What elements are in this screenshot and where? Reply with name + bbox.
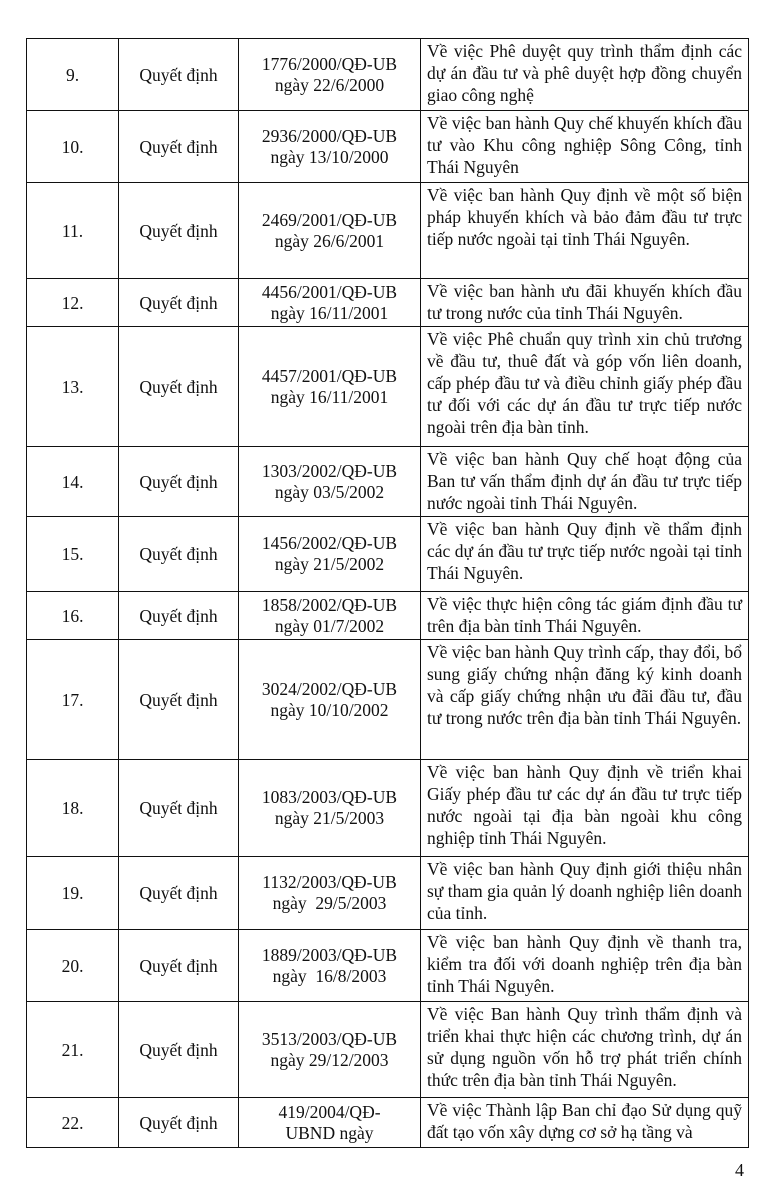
document-code-cell (239, 183, 421, 279)
table-row (27, 183, 749, 279)
table-row (27, 760, 749, 857)
document-number: 2469/2001/QĐ-UB (261, 209, 398, 230)
document-number: 3024/2002/QĐ-UB (261, 678, 398, 699)
table-row (27, 592, 749, 640)
row-number: 22. (27, 1098, 119, 1148)
document-code-cell (239, 327, 421, 447)
document-date: UBND ngày (285, 1122, 374, 1143)
document-type: Quyết định (119, 1002, 239, 1098)
document-number: 1083/2003/QĐ-UB (261, 787, 398, 807)
document-number: 1776/2000/QĐ-UB (261, 53, 398, 74)
row-number: 20. (27, 930, 119, 1002)
document-description: Về việc ban hành Quy chế hoạt động của Ban tư vấn thẩm định dự án đầu tư trực tiếp nước ngoài tỉnh Thái Nguyên. (421, 447, 749, 517)
page-number: 4 (735, 1160, 744, 1180)
row-number: 21. (27, 1002, 119, 1098)
document-description: Về việc ban hành Quy định về triển khai Giấy phép đầu tư các dự án đầu tư trực tiếp nước ngoài tại địa bàn ngoài khu công nghiệp tỉnh Thái Nguyên. (421, 760, 749, 857)
document-description: Về việc ban hành Quy định về thẩm định các dự án đầu tư trực tiếp nước ngoài tại tỉnh Thái Nguyên. (421, 517, 749, 592)
document-date: ngày 22/6/2000 (274, 74, 385, 95)
document-code-cell (239, 517, 421, 592)
row-number: 13. (27, 327, 119, 447)
document-date: ngày 13/10/2000 (270, 146, 389, 167)
row-number: 18. (27, 760, 119, 857)
document-date: ngày 16/11/2001 (270, 386, 389, 407)
table-row (27, 930, 749, 1002)
document-code-cell (239, 760, 421, 857)
table-row (27, 39, 749, 111)
table-body (27, 39, 749, 1148)
document-date: ngày 16/11/2001 (270, 302, 389, 323)
table-row (27, 857, 749, 930)
row-number: 14. (27, 447, 119, 517)
document-type: Quyết định (119, 760, 239, 857)
document-description: Về việc ban hành Quy chế khuyến khích đầu tư vào Khu công nghiệp Sông Công, tỉnh Thái Nguyên (421, 111, 749, 183)
document-date: ngày 10/10/2002 (270, 699, 389, 720)
document-description: Về việc Phê duyệt quy trình thẩm định các dự án đầu tư và phê duyệt hợp đồng chuyển giao công nghệ (421, 39, 749, 111)
document-number: 419/2004/QĐ- (278, 1101, 381, 1122)
table-row (27, 327, 749, 447)
document-type: Quyết định (119, 857, 239, 930)
document-code-cell (239, 111, 421, 183)
document-number: 1858/2002/QĐ-UB (261, 594, 398, 615)
document-number: 1889/2003/QĐ-UB (261, 944, 398, 965)
document-type: Quyết định (119, 592, 239, 640)
document-description: Về việc Ban hành Quy trình thẩm định và triển khai thực hiện các chương trình, dự án sử dụng nguồn vốn hỗ trợ phát triển chính thức trên địa bàn tỉnh Thái Nguyên. (421, 1002, 749, 1098)
document-type: Quyết định (119, 327, 239, 447)
row-number: 15. (27, 517, 119, 592)
table-row (27, 640, 749, 760)
document-number: 2936/2000/QĐ-UB (261, 125, 398, 146)
row-number: 19. (27, 857, 119, 930)
document-type: Quyết định (119, 279, 239, 327)
document-type: Quyết định (119, 39, 239, 111)
document-number: 1456/2002/QĐ-UB (261, 533, 398, 553)
row-number: 17. (27, 640, 119, 760)
table-row (27, 447, 749, 517)
table-row (27, 1002, 749, 1098)
document-type: Quyết định (119, 517, 239, 592)
document-type: Quyết định (119, 1098, 239, 1148)
document-code-cell (239, 1098, 421, 1148)
document-code-cell (239, 857, 421, 930)
document-date: ngày 21/5/2002 (274, 554, 385, 574)
document-code-cell (239, 279, 421, 327)
document-number: 4457/2001/QĐ-UB (261, 365, 398, 386)
table-row (27, 279, 749, 327)
document-number: 1132/2003/QĐ-UB (262, 872, 397, 892)
row-number: 9. (27, 39, 119, 111)
table-row (27, 517, 749, 592)
document-description: Về việc thực hiện công tác giám định đầu tư trên địa bàn tỉnh Thái Nguyên. (421, 592, 749, 640)
document-date: ngày 29/12/2003 (270, 1049, 389, 1070)
document-code-cell (239, 640, 421, 760)
row-number: 10. (27, 111, 119, 183)
row-number: 16. (27, 592, 119, 640)
document-code-cell (239, 1002, 421, 1098)
regulations-table (26, 38, 749, 1148)
document-code-cell (239, 39, 421, 111)
document-date: ngày 03/5/2002 (274, 481, 385, 502)
document-description: Về việc ban hành ưu đãi khuyến khích đầu tư trong nước của tỉnh Thái Nguyên. (421, 279, 749, 327)
document-number: 3513/2003/QĐ-UB (261, 1028, 398, 1049)
document-description: Về việc ban hành Quy định về thanh tra, kiểm tra đối với doanh nghiệp trên địa bàn tỉnh Thái Nguyên. (421, 930, 749, 1002)
document-code-cell (239, 447, 421, 517)
document-description: Về việc Thành lập Ban chỉ đạo Sử dụng quỹ đất tạo vốn xây dựng cơ sở hạ tầng và (421, 1098, 749, 1148)
document-code-cell (239, 930, 421, 1002)
document-description: Về việc Phê chuẩn quy trình xin chủ trương về đầu tư, thuê đất và góp vốn liên doanh, cấp phép đầu tư và điều chỉnh giấy phép đầu tư đối với các dự án đầu tư trực tiếp nước ngoài trên địa bàn tỉnh. (421, 327, 749, 447)
document-type: Quyết định (119, 640, 239, 760)
document-type: Quyết định (119, 111, 239, 183)
document-type: Quyết định (119, 447, 239, 517)
document-date: ngày 26/6/2001 (274, 230, 385, 251)
table-row (27, 111, 749, 183)
document-code-cell (239, 592, 421, 640)
document-description: Về việc ban hành Quy trình cấp, thay đổi, bổ sung giấy chứng nhận đăng ký kinh doanh và cấp giấy chứng nhận ưu đãi đầu tư, đầu tư trong nước trên địa bàn tỉnh Thái Nguyên. (421, 640, 749, 760)
row-number: 12. (27, 279, 119, 327)
document-type: Quyết định (119, 930, 239, 1002)
document-date: ngày 29/5/2003 (272, 893, 387, 913)
document-description: Về việc ban hành Quy định về một số biện pháp khuyến khích và bảo đảm đầu tư trực tiếp nước ngoài tại tỉnh Thái Nguyên. (421, 183, 749, 279)
document-number: 4456/2001/QĐ-UB (261, 281, 398, 302)
document-date: ngày 16/8/2003 (272, 965, 387, 986)
table-row (27, 1098, 749, 1148)
document-type: Quyết định (119, 183, 239, 279)
document-date: ngày 01/7/2002 (274, 615, 385, 636)
row-number: 11. (27, 183, 119, 279)
document-description: Về việc ban hành Quy định giới thiệu nhân sự tham gia quản lý doanh nghiệp liên doanh của tỉnh. (421, 857, 749, 930)
document-number: 1303/2002/QĐ-UB (261, 460, 398, 481)
document-date: ngày 21/5/2003 (274, 808, 385, 828)
